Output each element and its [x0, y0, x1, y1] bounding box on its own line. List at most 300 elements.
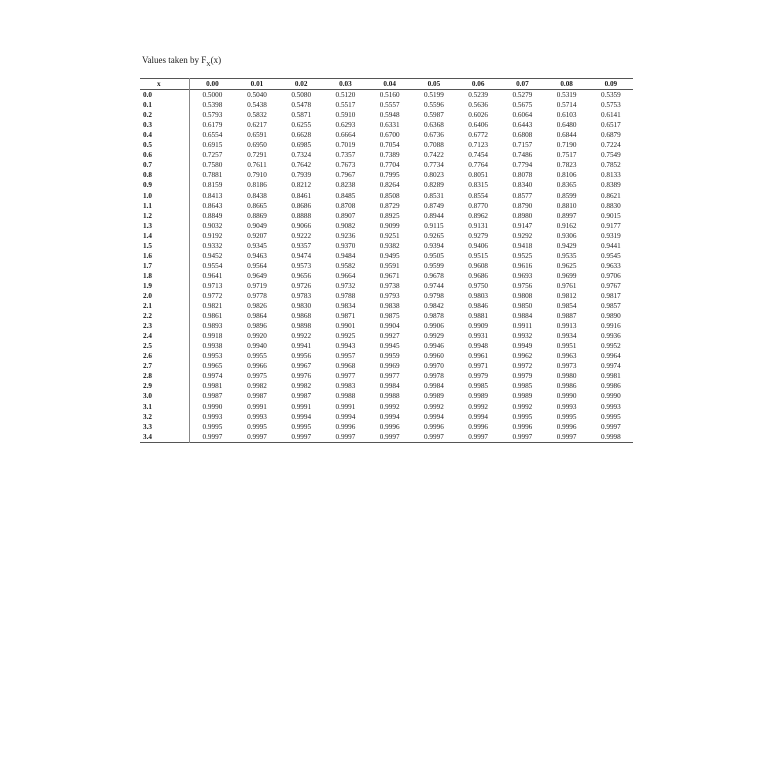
table-cell: 0.9971 [468, 362, 489, 371]
table-cell: 0.7764 [468, 161, 489, 170]
table-cell: 0.9633 [600, 261, 621, 270]
row-label-x: 0.7 [143, 161, 152, 170]
table-cell: 0.9147 [512, 221, 533, 230]
table-cell: 0.6517 [600, 121, 621, 130]
table-cell: 0.9995 [291, 422, 312, 431]
table-cell: 0.8577 [512, 191, 533, 200]
table-cell: 0.9974 [600, 362, 621, 371]
table-cell: 0.9582 [335, 261, 356, 270]
table-cell: 0.9994 [468, 412, 489, 421]
table-cell: 0.6772 [468, 131, 489, 140]
table-cell: 0.9756 [512, 281, 533, 290]
table-cell: 0.9906 [424, 322, 444, 331]
table-cell: 0.9573 [291, 261, 312, 270]
table-cell: 0.7995 [379, 171, 400, 180]
table-cell: 0.7054 [379, 141, 400, 150]
table-cell: 0.9978 [424, 372, 444, 381]
table-cell: 0.9846 [468, 302, 489, 311]
table-cell: 0.9812 [556, 291, 577, 300]
table-cell: 0.9955 [247, 352, 267, 361]
table-cell: 0.9988 [379, 392, 400, 401]
table-cell: 0.5398 [190, 100, 235, 110]
table-cell: 0.9535 [556, 251, 577, 260]
column-header: 0.04 [383, 80, 396, 88]
table-cell: 0.9744 [424, 281, 444, 290]
table-cell: 0.9994 [335, 412, 356, 421]
table-cell: 0.9995 [512, 412, 533, 421]
table-cell: 0.9920 [247, 332, 267, 341]
row-label-x: 2.2 [143, 312, 152, 321]
table-cell: 0.9974 [190, 371, 235, 381]
table-cell: 0.9032 [190, 221, 235, 231]
table-cell: 0.9994 [379, 412, 400, 421]
table-cell: 0.9957 [335, 352, 356, 361]
table-row [140, 261, 633, 271]
table-cell: 0.5239 [468, 91, 489, 100]
table-row [140, 231, 633, 241]
table-cell: 0.6628 [291, 131, 312, 140]
table-cell: 0.5714 [556, 101, 577, 110]
table-cell: 0.9699 [556, 271, 577, 280]
table-cell: 0.6331 [379, 121, 400, 130]
table-cell: 0.9207 [247, 231, 267, 240]
table-cell: 0.8665 [247, 201, 267, 210]
table-cell: 0.9969 [379, 362, 400, 371]
table-cell: 0.9975 [247, 372, 267, 381]
table-cell: 0.8340 [512, 181, 533, 190]
table-cell: 0.9115 [424, 221, 444, 230]
table-cell: 0.9881 [468, 312, 489, 321]
row-label-x: 1.1 [143, 201, 152, 210]
column-header: 0.05 [427, 80, 441, 88]
table-cell: 0.9996 [556, 422, 577, 431]
table-cell: 0.9015 [600, 211, 621, 220]
table-cell: 0.9864 [247, 312, 267, 321]
table-cell: 0.9932 [512, 332, 533, 341]
table-row [140, 291, 633, 301]
table-cell: 0.5793 [190, 110, 235, 120]
table-cell: 0.9706 [600, 271, 621, 280]
row-label-x: 3.0 [143, 392, 152, 401]
table-cell: 0.9963 [556, 352, 577, 361]
table-cell: 0.6406 [468, 121, 489, 130]
table-cell: 0.9406 [468, 241, 489, 250]
table-cell: 0.9394 [424, 241, 444, 250]
table-cell: 0.8849 [190, 211, 235, 221]
table-cell: 0.9997 [291, 432, 312, 441]
table-row [140, 412, 633, 422]
table-cell: 0.8621 [600, 191, 621, 200]
table-cell: 0.9977 [379, 372, 400, 381]
table-cell: 0.7642 [291, 161, 312, 170]
table-cell: 0.8159 [190, 180, 235, 190]
table-cell: 0.7291 [247, 151, 267, 160]
table-cell: 0.8997 [556, 211, 577, 220]
table-cell: 0.9545 [600, 251, 621, 260]
table-cell: 0.8461 [291, 191, 312, 200]
table-cell: 0.9997 [424, 432, 444, 441]
table-cell: 0.6915 [190, 140, 235, 150]
table-cell: 0.9982 [291, 382, 312, 391]
table-cell: 0.9788 [335, 291, 356, 300]
table-row [140, 110, 633, 120]
table-cell: 0.9875 [379, 312, 400, 321]
table-cell: 0.7157 [512, 141, 533, 150]
table-cell: 0.9997 [379, 432, 400, 441]
table-cell: 0.5871 [291, 111, 312, 120]
table-cell: 0.9778 [247, 291, 267, 300]
table-cell: 0.8907 [335, 211, 356, 220]
table-row [140, 391, 633, 401]
row-label-x: 2.0 [143, 291, 152, 300]
table-cell: 0.9893 [190, 321, 235, 331]
table-cell: 0.9887 [556, 312, 577, 321]
table-cell: 0.9996 [379, 422, 400, 431]
table-cell: 0.9967 [291, 362, 312, 371]
table-cell: 0.9927 [379, 332, 400, 341]
table-cell: 0.9418 [512, 241, 533, 250]
table-cell: 0.9564 [247, 261, 267, 270]
table-cell: 0.9854 [556, 302, 577, 311]
table-cell: 0.9946 [424, 342, 444, 351]
table-cell: 0.9861 [190, 311, 235, 321]
table-cell: 0.9783 [291, 291, 312, 300]
table-cell: 0.9678 [424, 271, 444, 280]
table-cell: 0.8749 [424, 201, 444, 210]
table-cell: 0.9901 [335, 322, 356, 331]
table-cell: 0.9871 [335, 312, 356, 321]
table-row [140, 140, 633, 150]
table-cell: 0.9945 [379, 342, 400, 351]
column-header: 0.01 [250, 80, 264, 88]
column-header: 0.09 [604, 80, 618, 88]
table-cell: 0.9251 [379, 231, 400, 240]
table-cell: 0.5910 [335, 111, 356, 120]
table-cell: 0.8078 [512, 171, 533, 180]
table-cell: 0.8729 [379, 201, 400, 210]
table-cell: 0.9966 [247, 362, 267, 371]
table-cell: 0.9993 [190, 412, 235, 422]
table-row [140, 321, 633, 331]
table-cell: 0.7257 [190, 150, 235, 160]
table-cell: 0.9162 [556, 221, 577, 230]
table-cell: 0.5120 [335, 91, 356, 100]
table-cell: 0.5438 [247, 101, 267, 110]
table-cell: 0.9996 [424, 422, 444, 431]
row-label-x: 1.4 [143, 231, 152, 240]
table-cell: 0.5987 [424, 111, 444, 120]
row-label-x: 1.0 [143, 191, 152, 200]
table-cell: 0.9495 [379, 251, 400, 260]
table-cell: 0.9515 [468, 251, 489, 260]
table-cell: 0.9982 [247, 382, 267, 391]
table-row [140, 201, 633, 211]
table-cell: 0.9997 [335, 432, 356, 441]
table-cell: 0.9960 [424, 352, 444, 361]
table-cell: 0.6179 [190, 120, 235, 130]
table-caption [142, 55, 221, 68]
table-cell: 0.8599 [556, 191, 577, 200]
table-body [140, 90, 633, 443]
table-cell: 0.9977 [335, 372, 356, 381]
table-cell: 0.7190 [556, 141, 577, 150]
table-cell: 0.9996 [512, 422, 533, 431]
table-cell: 0.5279 [512, 91, 533, 100]
table-cell: 0.9993 [556, 402, 577, 411]
table-cell: 0.6664 [335, 131, 356, 140]
table-cell: 0.5160 [379, 91, 400, 100]
table-cell: 0.6591 [247, 131, 267, 140]
table-row [140, 432, 633, 443]
table-cell: 0.9987 [291, 392, 312, 401]
table-cell: 0.9949 [512, 342, 533, 351]
table-cell: 0.9929 [424, 332, 444, 341]
table-cell: 0.8485 [335, 191, 356, 200]
table-cell: 0.8365 [556, 181, 577, 190]
table-cell: 0.9738 [379, 281, 400, 290]
row-label-x: 0.5 [143, 141, 152, 150]
table-cell: 0.9976 [291, 372, 312, 381]
table-cell: 0.8023 [424, 171, 444, 180]
table-cell: 0.6480 [556, 121, 577, 130]
table-cell: 0.9878 [424, 312, 444, 321]
table-cell: 0.9997 [247, 432, 267, 441]
table-cell: 0.9962 [512, 352, 533, 361]
table-cell: 0.9973 [556, 362, 577, 371]
table-cell: 0.9994 [424, 412, 444, 421]
table-cell: 0.9964 [600, 352, 621, 361]
table-cell: 0.7673 [335, 161, 356, 170]
table-row [140, 130, 633, 140]
table-cell: 0.6808 [512, 131, 533, 140]
table-cell: 0.9992 [379, 402, 400, 411]
table-cell: 0.9983 [335, 382, 356, 391]
table-cell: 0.9925 [335, 332, 356, 341]
table-cell: 0.9990 [190, 402, 235, 412]
table-cell: 0.9993 [247, 412, 267, 421]
table-cell: 0.7852 [600, 161, 621, 170]
table-cell: 0.9991 [291, 402, 312, 411]
table-row [140, 241, 633, 251]
table-cell: 0.9985 [468, 382, 489, 391]
row-label-x: 2.7 [143, 362, 152, 371]
table-cell: 0.9992 [424, 402, 444, 411]
table-cell: 0.9719 [247, 281, 267, 290]
table-cell: 0.9591 [379, 261, 400, 270]
table-row [140, 160, 633, 170]
table-cell: 0.7939 [291, 171, 312, 180]
table-cell: 0.9991 [335, 402, 356, 411]
table-cell: 0.8051 [468, 171, 489, 180]
table-cell: 0.7549 [600, 151, 621, 160]
table-cell: 0.5753 [600, 101, 621, 110]
table-cell: 0.9608 [468, 261, 489, 270]
row-label-x: 3.1 [143, 402, 152, 411]
table-cell: 0.9826 [247, 302, 267, 311]
table-cell: 0.9936 [600, 332, 621, 341]
table-cell: 0.9793 [379, 291, 400, 300]
table-cell: 0.9989 [512, 392, 533, 401]
row-label-x: 3.3 [143, 422, 152, 431]
table-row [140, 180, 633, 190]
table-cell: 0.9959 [379, 352, 400, 361]
table-cell: 0.7910 [247, 171, 267, 180]
table-cell: 0.9192 [190, 231, 235, 241]
row-label-x: 2.6 [143, 352, 152, 361]
table-cell: 0.9830 [291, 302, 312, 311]
table-cell: 0.9979 [468, 372, 489, 381]
table-cell: 0.9909 [468, 322, 489, 331]
table-cell: 0.9941 [291, 342, 312, 351]
table-cell: 0.9997 [468, 432, 489, 441]
table-cell: 0.9916 [600, 322, 621, 331]
table-cell: 0.8238 [335, 181, 356, 190]
table-cell: 0.9997 [556, 432, 577, 441]
table-cell: 0.8810 [556, 201, 577, 210]
table-header [140, 79, 633, 90]
table-row [140, 281, 633, 291]
table-cell: 0.9370 [335, 241, 356, 250]
table-cell: 0.7123 [468, 141, 489, 150]
table-cell: 0.7422 [424, 151, 444, 160]
table-cell: 0.9980 [556, 372, 577, 381]
table-cell: 0.9131 [468, 221, 489, 230]
header-row [140, 79, 633, 90]
table-cell: 0.8212 [291, 181, 312, 190]
table-cell: 0.9995 [600, 412, 621, 421]
table-cell: 0.5517 [335, 101, 356, 110]
table-row [140, 120, 633, 130]
table-cell: 0.5596 [424, 101, 444, 110]
table-cell: 0.9671 [379, 271, 400, 280]
table-cell: 0.7324 [291, 151, 312, 160]
table-cell: 0.9970 [424, 362, 444, 371]
table-row [140, 422, 633, 432]
table-cell: 0.7389 [379, 151, 400, 160]
table-cell: 0.9931 [468, 332, 489, 341]
table-cell: 0.6844 [556, 131, 577, 140]
table-cell: 0.9319 [600, 231, 621, 240]
table-cell: 0.9987 [190, 391, 235, 401]
table-cell: 0.8925 [379, 211, 400, 220]
table-cell: 0.9505 [424, 251, 444, 260]
table-cell: 0.9990 [600, 392, 621, 401]
table-row [140, 211, 633, 221]
row-label-x: 1.3 [143, 221, 152, 230]
table-cell: 0.5080 [291, 91, 312, 100]
table-cell: 0.9452 [190, 251, 235, 261]
table-cell: 0.9984 [424, 382, 444, 391]
table-cell: 0.9934 [556, 332, 577, 341]
table-cell: 0.8531 [424, 191, 444, 200]
table-cell: 0.8106 [556, 171, 577, 180]
table-cell: 0.9817 [600, 291, 621, 300]
table-cell: 0.9953 [190, 351, 235, 361]
table-cell: 0.9995 [556, 412, 577, 421]
table-cell: 0.9922 [291, 332, 312, 341]
table-cell: 0.6064 [512, 111, 533, 120]
table-cell: 0.6103 [556, 111, 577, 120]
table-cell: 0.9222 [291, 231, 312, 240]
table-cell: 0.8869 [247, 211, 267, 220]
table-cell: 0.8888 [291, 211, 312, 220]
table-cell: 0.7224 [600, 141, 621, 150]
table-cell: 0.9986 [600, 382, 621, 391]
table-cell: 0.9992 [512, 402, 533, 411]
table-row [140, 351, 633, 361]
table-cell: 0.7704 [379, 161, 400, 170]
table-cell: 0.8770 [468, 201, 489, 210]
table-cell: 0.5319 [556, 91, 577, 100]
table-cell: 0.9987 [247, 392, 267, 401]
table-cell: 0.9049 [247, 221, 267, 230]
table-cell: 0.9943 [335, 342, 356, 351]
table-row [140, 251, 633, 261]
table-cell: 0.8686 [291, 201, 312, 210]
table-row [140, 371, 633, 381]
table-cell: 0.5636 [468, 101, 489, 110]
table-cell: 0.9713 [190, 281, 235, 291]
table-cell: 0.9554 [190, 261, 235, 271]
table-cell: 0.7734 [424, 161, 444, 170]
table-cell: 0.9911 [512, 322, 533, 331]
table-row [140, 150, 633, 160]
table-cell: 0.9750 [468, 281, 489, 290]
row-label-x: 0.6 [143, 151, 152, 160]
table-cell: 0.8790 [512, 201, 533, 210]
table-cell: 0.6700 [379, 131, 400, 140]
row-label-x: 0.4 [143, 131, 152, 140]
table-cell: 0.7967 [335, 171, 356, 180]
table-cell: 0.9896 [247, 322, 267, 331]
table-row [140, 221, 633, 231]
table-cell: 0.9898 [291, 322, 312, 331]
caption-text: Values taken by F [142, 55, 207, 65]
column-header: 0.02 [294, 80, 308, 88]
row-label-x: 0.0 [143, 91, 152, 100]
table-cell: 0.9292 [512, 231, 533, 240]
table-cell: 0.6217 [247, 121, 267, 130]
table-row [140, 381, 633, 391]
table-cell: 0.9988 [335, 392, 356, 401]
table-cell: 0.9913 [556, 322, 577, 331]
table-cell: 0.9904 [379, 322, 400, 331]
table-cell: 0.7357 [335, 151, 356, 160]
table-cell: 0.5675 [512, 101, 533, 110]
row-label-x: 0.9 [143, 181, 152, 190]
table-cell: 0.9990 [556, 392, 577, 401]
table-cell: 0.9279 [468, 231, 489, 240]
row-label-x: 0.3 [143, 121, 152, 130]
table-cell: 0.9965 [190, 361, 235, 371]
table-cell: 0.9997 [600, 422, 621, 431]
table-cell: 0.9066 [291, 221, 312, 230]
table-cell: 0.9991 [247, 402, 267, 411]
table-cell: 0.9890 [600, 312, 621, 321]
table-cell: 0.9979 [512, 372, 533, 381]
table-cell: 0.9940 [247, 342, 267, 351]
table-cell: 0.9599 [424, 261, 444, 270]
table-cell: 0.7580 [190, 160, 235, 170]
row-label-x: 1.7 [143, 261, 152, 270]
row-label-x: 1.9 [143, 281, 152, 290]
table-cell: 0.9686 [468, 271, 489, 280]
table-cell: 0.6736 [424, 131, 444, 140]
table-cell: 0.8413 [190, 191, 235, 201]
row-label-x: 2.5 [143, 342, 152, 351]
table-cell: 0.9821 [190, 301, 235, 311]
table-cell: 0.6879 [600, 131, 621, 140]
